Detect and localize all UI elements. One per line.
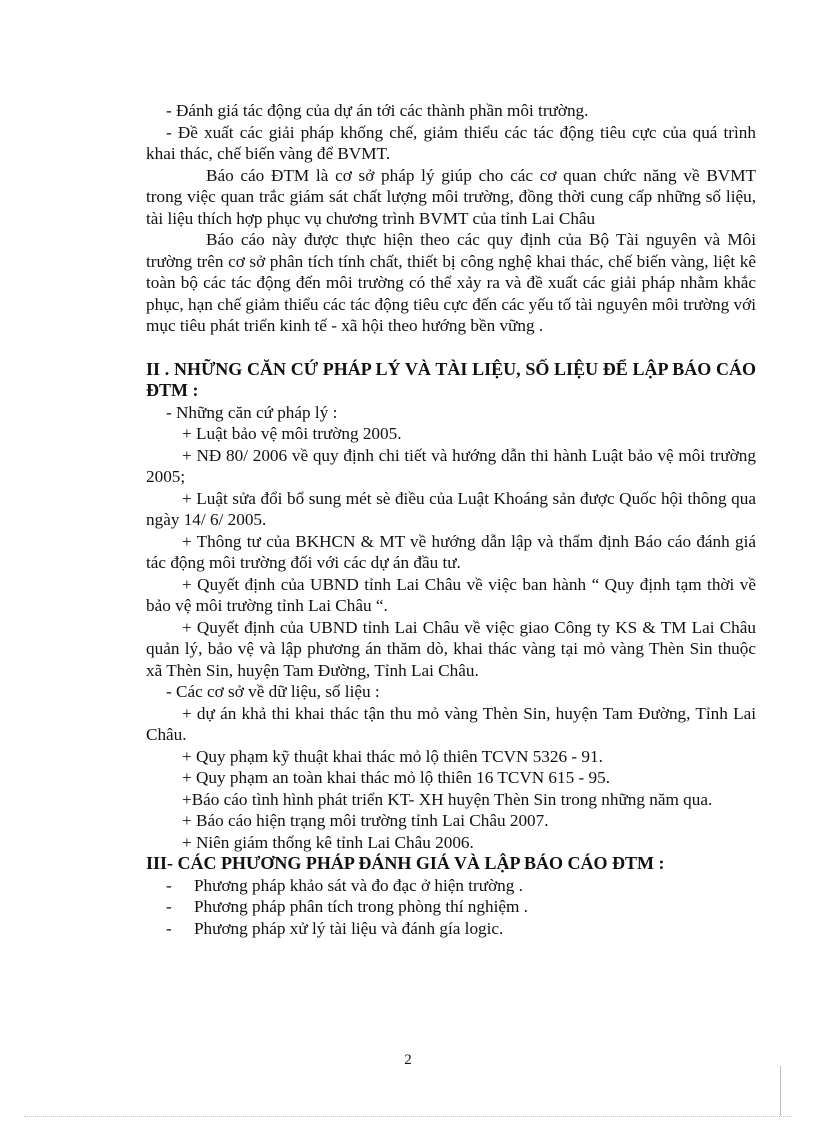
data-basis-intro: - Các cơ sở về dữ liệu, số liệu : bbox=[166, 682, 380, 701]
legal-item: + Thông tư của BKHCN & MT về hướng dẫn lập và thẩm định Báo cáo đánh giá tác động môi trường đối với các dự án đầu tư. bbox=[146, 531, 756, 572]
spacer bbox=[146, 337, 756, 359]
intro-paragraph-1: - Đánh giá tác động của dự án tới các thành phần môi trường. bbox=[166, 101, 589, 120]
method-item bbox=[146, 875, 756, 897]
method-item bbox=[146, 918, 756, 940]
legal-item: + Luật bảo vệ môi trường 2005. bbox=[182, 424, 402, 443]
intro-paragraph-2: - Đề xuất các giải pháp khống chế, giảm thiểu các tác động tiêu cực của quá trình khai thác, chế biến vàng để BVMT. bbox=[146, 122, 756, 163]
data-item: + Báo cáo hiện trạng môi trường tỉnh Lai Châu 2007. bbox=[182, 811, 549, 830]
data-item: + Quy phạm kỹ thuật khai thác mỏ lộ thiên TCVN 5326 - 91. bbox=[182, 746, 603, 766]
dash-mark: - bbox=[166, 897, 172, 916]
page-content bbox=[146, 100, 756, 939]
section-2-heading: II . NHỮNG CĂN CỨ PHÁP LÝ VÀ TÀI LIỆU, SỐ LIỆU ĐỂ LẬP BÁO CÁO ĐTM : bbox=[146, 358, 756, 400]
legal-basis-intro: - Những căn cứ pháp lý : bbox=[166, 402, 338, 422]
dash-mark: - bbox=[166, 875, 172, 895]
data-item: + Quy phạm an toàn khai thác mỏ lộ thiên 16 TCVN 615 - 95. bbox=[182, 768, 611, 787]
method-text: Phương pháp xử lý tài liệu và đánh gía logic. bbox=[194, 918, 504, 938]
dash-mark: - bbox=[166, 918, 172, 938]
data-item: +Báo cáo tình hình phát triển KT- XH huyện Thèn Sin trong những năm qua. bbox=[182, 789, 713, 809]
legal-item: + Luật sửa đổi bổ sung mét sè điều của Luật Khoáng sản được Quốc hội thông qua ngày 14/ 6/ 2005. bbox=[146, 488, 756, 529]
method-text: Phương pháp phân tích trong phòng thí nghiệm . bbox=[194, 897, 528, 916]
legal-item: + NĐ 80/ 2006 về quy định chi tiết và hướng dẫn thi hành Luật bảo vệ môi trường 2005; bbox=[146, 445, 756, 486]
page-number: 2 bbox=[404, 1052, 412, 1068]
page-edge-marker bbox=[780, 1066, 781, 1116]
method-item bbox=[146, 896, 756, 918]
intro-paragraph-4: Báo cáo này được thực hiện theo các quy định của Bộ Tài nguyên và Môi trường trên cơ sở phân tích tính chất, thiết bị công nghệ khai thác, chế biến vàng, liệt kê toàn bộ các tác động đến môi trường có thể xảy ra và đề xuất các giải pháp nhằm khắc phục, hạn chế giảm thiểu các tác động tiêu cực đến các yếu tố tài nguyên môi trường với mục tiêu phát triển kinh tế - xã hội theo hướng bền vững . bbox=[146, 230, 756, 335]
legal-item: + Quyết định của UBND tỉnh Lai Châu về việc giao Công ty KS & TM Lai Châu quản lý, bảo vệ và lập phương án thăm dò, khai thác vàng tại mỏ vàng Thèn Sin thuộc xã Thèn Sin, huyện Tam Đường, Tỉnh Lai Châu. bbox=[146, 617, 756, 680]
data-item: + dự án khả thi khai thác tận thu mỏ vàng Thèn Sin, huyện Tam Đường, Tỉnh Lai Châu. bbox=[146, 703, 756, 744]
method-text: Phương pháp khảo sát và đo đạc ở hiện trường . bbox=[194, 875, 523, 895]
data-item: + Niên giám thống kê tỉnh Lai Châu 2006. bbox=[182, 832, 474, 852]
section-3-heading: III- CÁC PHƯƠNG PHÁP ĐÁNH GIÁ VÀ LẬP BÁO CÁO ĐTM : bbox=[146, 853, 665, 873]
intro-paragraph-3: Báo cáo ĐTM là cơ sở pháp lý giúp cho các cơ quan chức năng về BVMT trong việc quan trắc giám sát chất lượng môi trường, đồng thời cung cấp những số liệu, tài liệu thích hợp phục vụ chương trình BVMT của tỉnh Lai Châu bbox=[146, 165, 756, 228]
page-bottom-divider bbox=[24, 1116, 792, 1117]
legal-item: + Quyết định của UBND tỉnh Lai Châu về việc ban hành “ Quy định tạm thời về bảo vệ môi trường tỉnh Lai Châu “. bbox=[146, 574, 756, 615]
